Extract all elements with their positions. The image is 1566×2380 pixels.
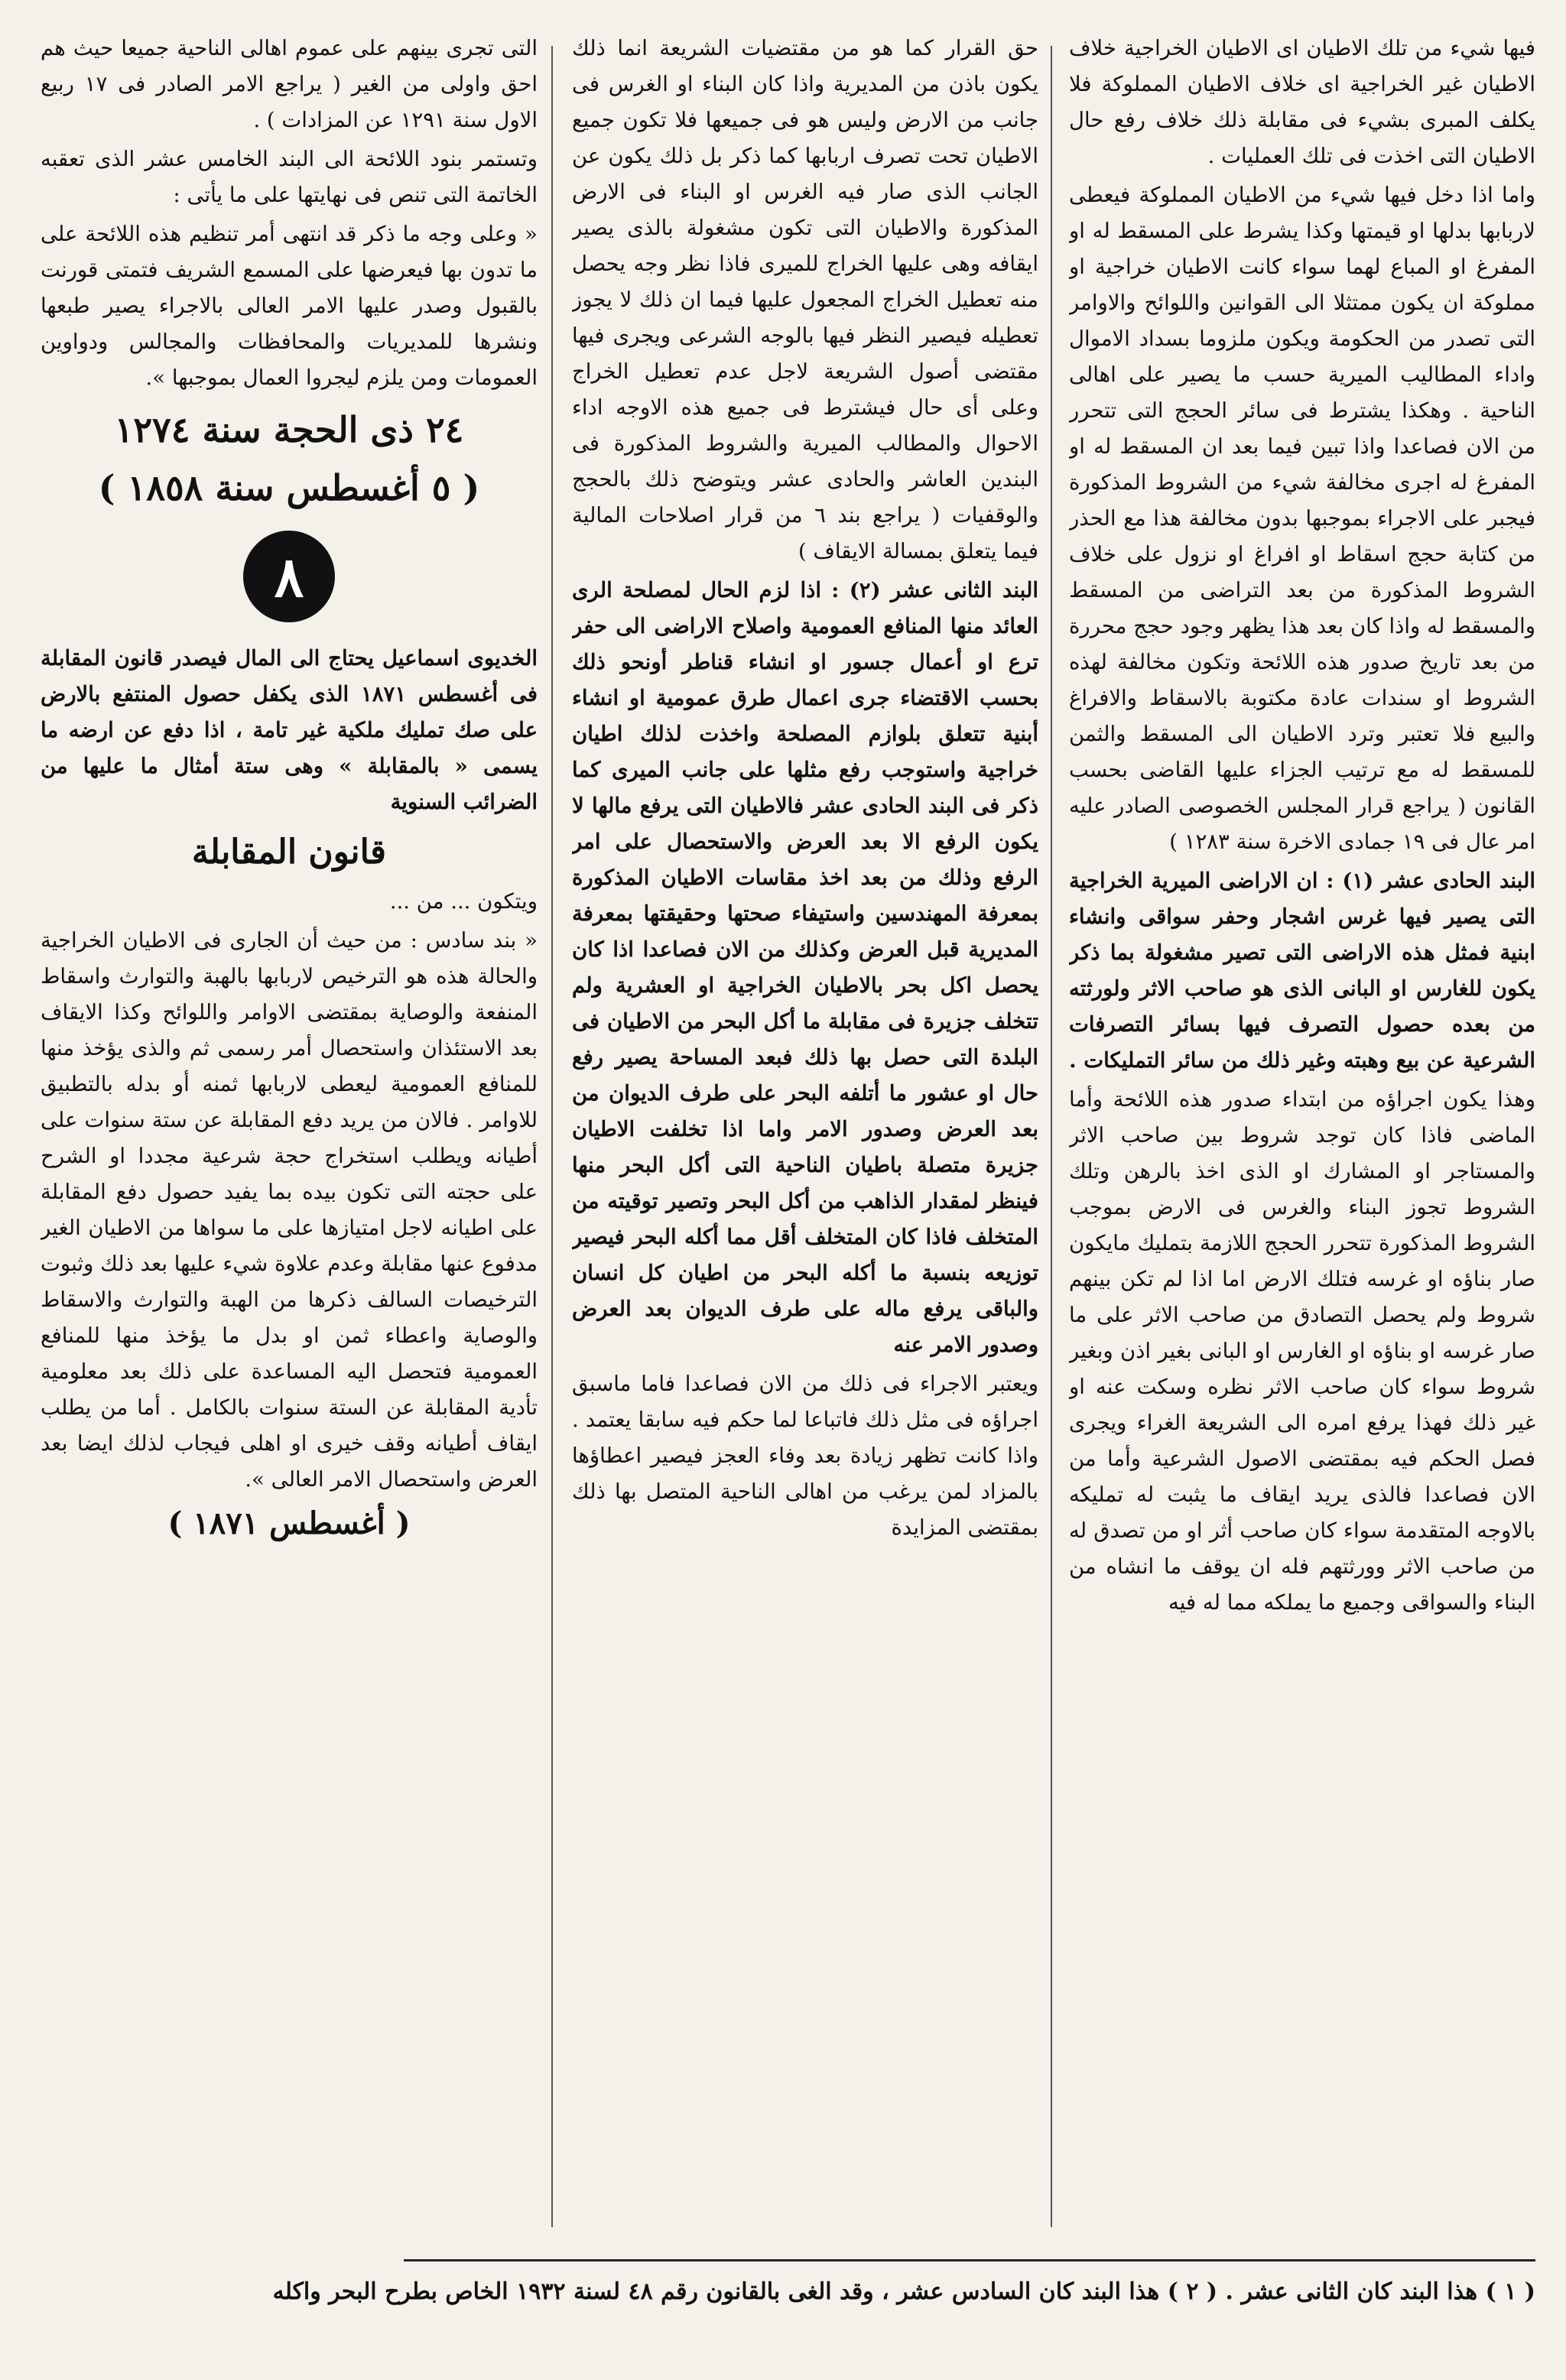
paragraph: التى تجرى بينهم على عموم اهالى الناحية جميعا حيث هم احق واولى من الغير ( يراجع الامر الصادر فى ١٧ ربيع الاول سنة ١٢٩١ عن المزادات ) . xyxy=(41,36,538,132)
middle-column xyxy=(572,31,1038,2242)
intro-paragraph: الخديوى اسماعيل يحتاج الى المال فيصدر قانون المقابلة فى أغسطس ١٨٧١ الذى يكفل حصول المنتفع بالارض على صك تمليك ملكية غير تامة ، اذا دفع عن ارضه ما يسمى « بالمقابلة » وهى ستة أمثال ما عليها من الضرائب السنوية xyxy=(41,646,538,814)
paragraph: واما اذا دخل فيها شيء من الاطيان المملوكة فيعطى لاربابها بدلها او قيمتها وكذا يشرط على المسقط له او المفرغ او المباع لهما سواء كانت الاطيان خراجية او مملوكة ان يكون ممتثلا الى القوانين واللوائح والاوامر التى تصدر من الحكومة ويكون ملزوما بسداد الاموال واداء المطاليب الميرية حسب ما يصير على اهالى الناحية . وهكذا يشترط فى سائر الحجج التى تتحرر من الان فصاعدا واذا تبين فيما بعد ان المسقط له او المفرغ له اجرى مخالفة شيء من الشروط المذكورة فيجبر على الاجراء بموجبها بدون مخالفة هذا مع الحذر من كتابة حجج اسقاط او افراغ او نزول على خلاف الشروط المذكورة من بعد التراضى من المسقط والمسقط له واذا كان بعد هذا يظهر وجود حجج محررة من بعد تاريخ صدور هذه اللائحة وتكون مخالفة لهذه الشروط او سندات عادة مكتوبة بالاسقاط والافراغ والبيع فلا تعتبر وترد الاطيان الى المسقط والثمن للمسقط له مع ترتيب الجزاء عليها القاضى بحسب القانون ( يراجع قرار المجلس الخصوصى الصادر عليه امر عال فى ١٩ جمادى الاخرة سنة ١٢٨٣ ) xyxy=(1069,183,1535,854)
date-gregorian: ( ٥ أغسطس سنة ١٨٥٨ ) xyxy=(98,467,480,508)
paragraph: ويعتبر الاجراء فى ذلك من الان فصاعدا فاما ماسبق اجراؤه فى مثل ذلك فاتباعا لما حكم فيه سابقا يعتمد . واذا كانت تظهر زيادة بعد وفاء العجز فيصير اعطاؤها بالمزاد لمن يرغب من اهالى الناحية المتصل بها ذلك بمقتضى المزايدة xyxy=(572,1372,1038,1540)
column-divider xyxy=(1051,46,1052,2227)
law-opening: ويتكون ... من ... xyxy=(389,889,538,914)
law-body: « بند سادس : من حيث أن الجارى فى الاطيان الخراجية والحالة هذه هو الترخيص لاربابها بالهبة والتوارث واسقاط المنفعة والوصاية بمقتضى الاوامر واللوائح وكذا الايقاف بعد الاستئذان واستحصال أمر رسمى ثم والذى يؤخذ منها للمنافع العمومية ليعطى لاربابها ثمنه أو بدله بالتطبيق للاوامر . فالان من يريد دفع المقابلة عن ستة سنوات على أطيانه ويطلب استخراج حجة شرعية مجددا او الشرح على حجته التى تكون بيده بما يفيد حصول دفع المقابلة على اطيانه لاجل امتيازها على ما سواها من الاطيان الغير مدفوع عنها مقابلة وعدم علاوة شيء عليها بعد ذلك وثبوت الترخيصات السالف ذكرها من الهبة والتوارث والاسقاط والوصاية واعطاء ثمن او بدل ما يؤخذ منها للمنافع العمومية فتحصل اليه المساعدة على ذلك بعد معلومية تأدية المقابلة عن الستة سنوات بالكامل . أما من يطلب ايقاف أطيانه وقف خيرى او اهلى فيجاب لذلك ايضا بعد العرض واستحصال الامر العالى ». xyxy=(41,928,538,1492)
footnotes: ( ١ ) هذا البند كان الثانى عشر . ( ٢ ) هذا البند كان السادس عشر ، وقد الغى بالقانون رقم ٤٨ لسنة ١٩٣٢ الخاص بطرح البحر واكله xyxy=(272,2278,1535,2305)
paragraph: حق القرار كما هو من مقتضيات الشريعة انما ذلك يكون باذن من المديرية واذا كان البناء او الغرس فى جانب من الارض وليس هو فى جميعها فلا تكون جميع الاطيان تحت تصرف اربابها كما ذكر بل ذلك يكون عن الجانب الذى صار فيه الغرس او البناء فى الارض المذكورة والاطيان التى تكون مشغولة بالذى يصير ايقافه وهى عليها الخراج للميرى فاذا نظر وجه يحصل منه تعطيل الخراج المجعول عليها فيما ان ذلك لا يجوز تعطيله فيصير النظر فيها بالوجه الشرعى ويجرى فيها مقتضى أصول الشريعة لاجل عدم تعطيل الخراج وعلى أى حال فيشترط فى جميع هذه الاوجه اداء الاحوال والمطالب الميرية والشروط المذكورة فى البندين العاشر والحادى عشر ويتوضح ذلك بالحجج والوقفيات ( يراجع بند ٦ من قرار اصلاحات المالية فيما يتعلق بمسالة الايقاف ) xyxy=(572,36,1038,563)
section-number-badge: ٨ xyxy=(243,531,335,622)
left-column xyxy=(41,31,538,2242)
paragraph: فيها شيء من تلك الاطيان اى الاطيان الخراجية خلاف الاطيان غير الخراجية اى خلاف الاطيان المملوكة فلا يكلف المبرى بشيء فى مقابلة ذلك خلاف رفع حال الاطيان التى اخذت فى تلك العمليات . xyxy=(1069,36,1535,168)
footnote-divider xyxy=(404,2259,1535,2261)
law-title: قانون المقابلة xyxy=(191,833,387,872)
right-column xyxy=(1069,31,1535,2242)
date-hijri: ٢٤ ذى الحجة سنة ١٢٧٤ xyxy=(114,409,464,450)
paragraph: « وعلى وجه ما ذكر قد انتهى أمر تنظيم هذه اللائحة على ما تدون بها فيعرضها على المسمع الشريف فتمتى قورنت بالقبول وصدر عليها الامر العالى بالاجراء يصير طبعها ونشرها للمديريات والمحافظات والمجالس ودواوين العمومات ومن يلزم ليجروا العمال بموجبها ». xyxy=(41,222,538,390)
column-divider xyxy=(551,46,553,2227)
paragraph: وتستمر بنود اللائحة الى البند الخامس عشر الذى تعقبه الخاتمة التى تنص فى نهايتها على ما يأتى : xyxy=(41,147,538,207)
paragraph: البند الحادى عشر (١) : ان الاراضى الميرية الخراجية التى يصير فيها غرس اشجار وحفر سواقى وانشاء ابنية فمثل هذه الاراضى التى تصير مشغولة بما ذكر يكون للغارس او البانى الذى هو صاحب الاثر ولورثته من بعده حصول التصرف فيها بسائر التصرفات الشرعية عن بيع وهبته وغير ذلك من سائر التمليكات . xyxy=(1069,869,1535,1073)
law-date: ( أغسطس ١٨٧١ ) xyxy=(167,1505,411,1541)
paragraph: وهذا يكون اجراؤه من ابتداء صدور هذه اللائحة وأما الماضى فاذا كان توجد شروط بين صاحب الاثر والمستاجر او المشارك او الذى اخذ بالرهن وتلك الشروط تجوز البناء والغرس فى الارض بموجب الشروط المذكورة تتحرر الحجج اللازمة بتمليك مايكون صار بناؤه او غرسه فتلك الارض اما اذا لم تكن بينهم شروط ولم يحصل التصادق من صاحب الاثر على ما صار غرسه او بناؤه او الغارس او البانى بغير اذن وبغير شروط سواء كان صاحب الاثر نظره وسكت عنه او غير ذلك فهذا يرفع امره الى الشريعة الغراء ويجرى فصل الحكم فيه بمقتضى الاصول الشرعية وأما من الان فصاعدا فالذى يريد ايقاف ما يثبت له تمليكه بالاوجه المتقدمة سواء كان صاحب أثر او من تصدق له من صاحب الاثر وورثتهم فله ان يوقف ما انشاه من البناء والسواقى وجميع ما يملكه مما له فيه xyxy=(1069,1087,1535,1615)
paragraph: البند الثانى عشر (٢) : اذا لزم الحال لمصلحة الرى العائد منها المنافع العمومية واصلاح الاراضى الى حفر ترع او أعمال جسور او انشاء قناطر أونحو ذلك بحسب الاقتضاء جرى اعمال طرق عمومية او انشاء أبنية تتعلق بلوازم المصلحة واخذت لذلك اطيان خراجية واستوجب رفع مثلها على جانب الميرى كما ذكر فى البند الحادى عشر فالاطيان التى يرفع مالها لا يكون الرفع الا بعد العرض والاستحصال على امر الرفع وذلك من بعد اخذ مقاسات الاطيان المذكورة بمعرفة المهندسين واستيفاء صحتها وحقيقتها بمعرفة المديرية قبل العرض وكذلك من الان فصاعدا اذا كان يحصل اكل بحر بالاطيان الخراجية او العشرية ولم تتخلف جزيرة فى مقابلة ما أكل البحر من الاطيان فى البلدة التى حصل بها ذلك فبعد المساحة يصير رفع حال او عشور ما أتلفه البحر على طرف الديوان من بعد العرض وصدور الامر واما اذا تخلفت الاطيان جزيرة متصلة باطيان الناحية التى أكل البحر منها فينظر لمقدار الذاهب من أكل البحر وتصير توقيته من المتخلف فاذا كان المتخلف أقل مما أكله البحر فيصير توزيعه بنسبة ما أكله البحر من اطيان كل انسان والباقى يرفع ماله على طرف الديوان بعد العرض وصدور الامر عنه xyxy=(572,578,1038,1357)
